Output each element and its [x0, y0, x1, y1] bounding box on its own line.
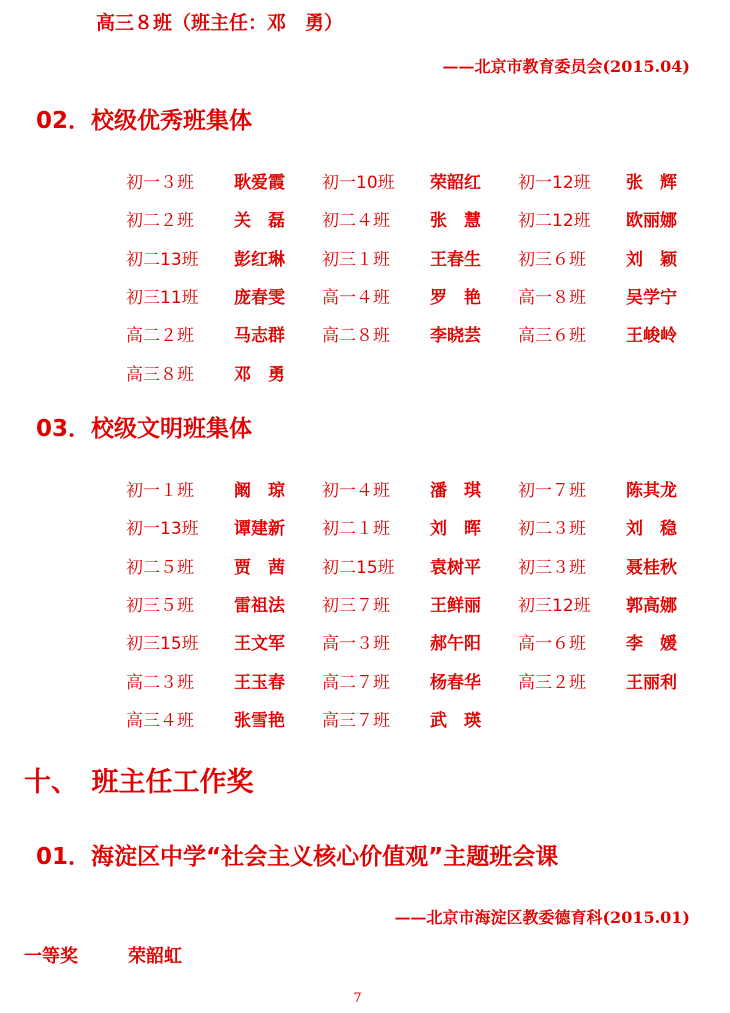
teacher-name: 李 媛	[626, 634, 677, 655]
teacher-name: 关 磊	[234, 211, 285, 232]
teacher-name: 荣韶红	[430, 173, 481, 193]
teacher-name: 王玉春	[234, 672, 285, 693]
class-label: 高一３班	[322, 634, 390, 655]
class-label: 高二２班	[126, 326, 194, 347]
class-label: 初一４班	[322, 481, 390, 501]
class-label: 初二３班	[518, 519, 586, 540]
class-label: 初二５班	[126, 557, 194, 578]
section-02-heading: 02．校级优秀班集体	[36, 108, 253, 134]
teacher-name: 刘 晖	[430, 519, 481, 540]
class-label: 初一１班	[126, 481, 194, 501]
class-label: 高三２班	[518, 672, 586, 693]
teacher-name: 杨春华	[430, 672, 481, 693]
class-label: 初二13班	[126, 249, 199, 270]
teacher-name: 阚 琼	[234, 481, 285, 501]
class-label: 高一４班	[322, 287, 390, 308]
teacher-name: 武 瑛	[430, 710, 481, 731]
teacher-name: 邓 勇	[234, 364, 285, 385]
teacher-name: 郭高娜	[626, 595, 677, 616]
class-label: 初二１班	[322, 519, 390, 540]
class-label: 初二12班	[518, 211, 591, 232]
teacher-name: 刘 稳	[626, 519, 677, 540]
section-01-heading: 01．海淀区中学“社会主义核心价值观”主题班会课	[36, 844, 559, 870]
class-label: 高一６班	[518, 634, 586, 655]
class-label: 高三８班	[126, 364, 194, 385]
class-label: 初一12班	[518, 173, 591, 193]
teacher-name: 袁树平	[430, 557, 481, 578]
teacher-name: 张 慧	[430, 211, 481, 232]
class-label: 高二８班	[322, 326, 390, 347]
top-line-class-entry: 高三８班（班主任：邓 勇）	[96, 12, 344, 34]
teacher-name: 王春生	[430, 249, 481, 270]
teacher-name: 贾 茜	[234, 557, 285, 578]
award-level: 一等奖	[24, 946, 78, 967]
class-label: 初三12班	[518, 595, 591, 616]
class-label: 初三３班	[518, 557, 586, 578]
page-number: 7	[353, 991, 362, 1006]
chapter-10-heading: 十、 班主任工作奖	[24, 767, 254, 798]
teacher-name: 张 辉	[626, 173, 677, 193]
class-label: 初三７班	[322, 595, 390, 616]
class-label: 高三７班	[322, 710, 390, 731]
teacher-name: 刘 颖	[626, 249, 677, 270]
section-03-heading: 03．校级文明班集体	[36, 416, 253, 442]
class-label: 初三11班	[126, 287, 199, 308]
class-label: 高三６班	[518, 326, 586, 347]
teacher-name: 张雪艳	[234, 710, 285, 731]
teacher-name: 王峻岭	[626, 326, 677, 347]
teacher-name: 欧丽娜	[626, 211, 677, 232]
teacher-name: 李晓芸	[430, 326, 481, 347]
class-label: 初一３班	[126, 173, 194, 193]
teacher-name: 吴学宁	[626, 287, 677, 308]
class-label: 初二15班	[322, 557, 395, 578]
teacher-name: 彭红琳	[234, 249, 285, 270]
teacher-name: 谭建新	[234, 519, 285, 540]
teacher-name: 耿爱霞	[234, 173, 285, 193]
teacher-name: 王鲜丽	[430, 595, 481, 616]
teacher-name: 聂桂秋	[626, 557, 677, 578]
teacher-name: 雷祖法	[234, 595, 285, 616]
class-label: 高三４班	[126, 710, 194, 731]
teacher-name: 郝午阳	[430, 634, 481, 655]
class-label: 初三１班	[322, 249, 390, 270]
teacher-name: 庞春雯	[234, 287, 285, 308]
class-label: 初三５班	[126, 595, 194, 616]
class-label: 初一10班	[322, 173, 395, 193]
class-label: 初一７班	[518, 481, 586, 501]
class-label: 初一13班	[126, 519, 199, 540]
teacher-name: 王文军	[234, 634, 285, 655]
teacher-name: 陈其龙	[626, 481, 677, 501]
class-label: 初二４班	[322, 211, 390, 232]
teacher-name: 王丽利	[626, 672, 677, 693]
class-label: 高二３班	[126, 672, 194, 693]
class-label: 高一８班	[518, 287, 586, 308]
class-label: 初二２班	[126, 211, 194, 232]
class-label: 初三15班	[126, 634, 199, 655]
class-label: 初三６班	[518, 249, 586, 270]
source-line-1: ——北京市教育委员会(2015.04)	[442, 57, 690, 76]
source-line-2: ——北京市海淀区教委德育科(2015.01)	[394, 908, 690, 927]
teacher-name: 潘 琪	[430, 481, 481, 501]
teacher-name: 罗 艳	[430, 287, 481, 308]
class-label: 高二７班	[322, 672, 390, 693]
award-recipient: 荣韶虹	[128, 946, 182, 967]
teacher-name: 马志群	[234, 326, 285, 347]
